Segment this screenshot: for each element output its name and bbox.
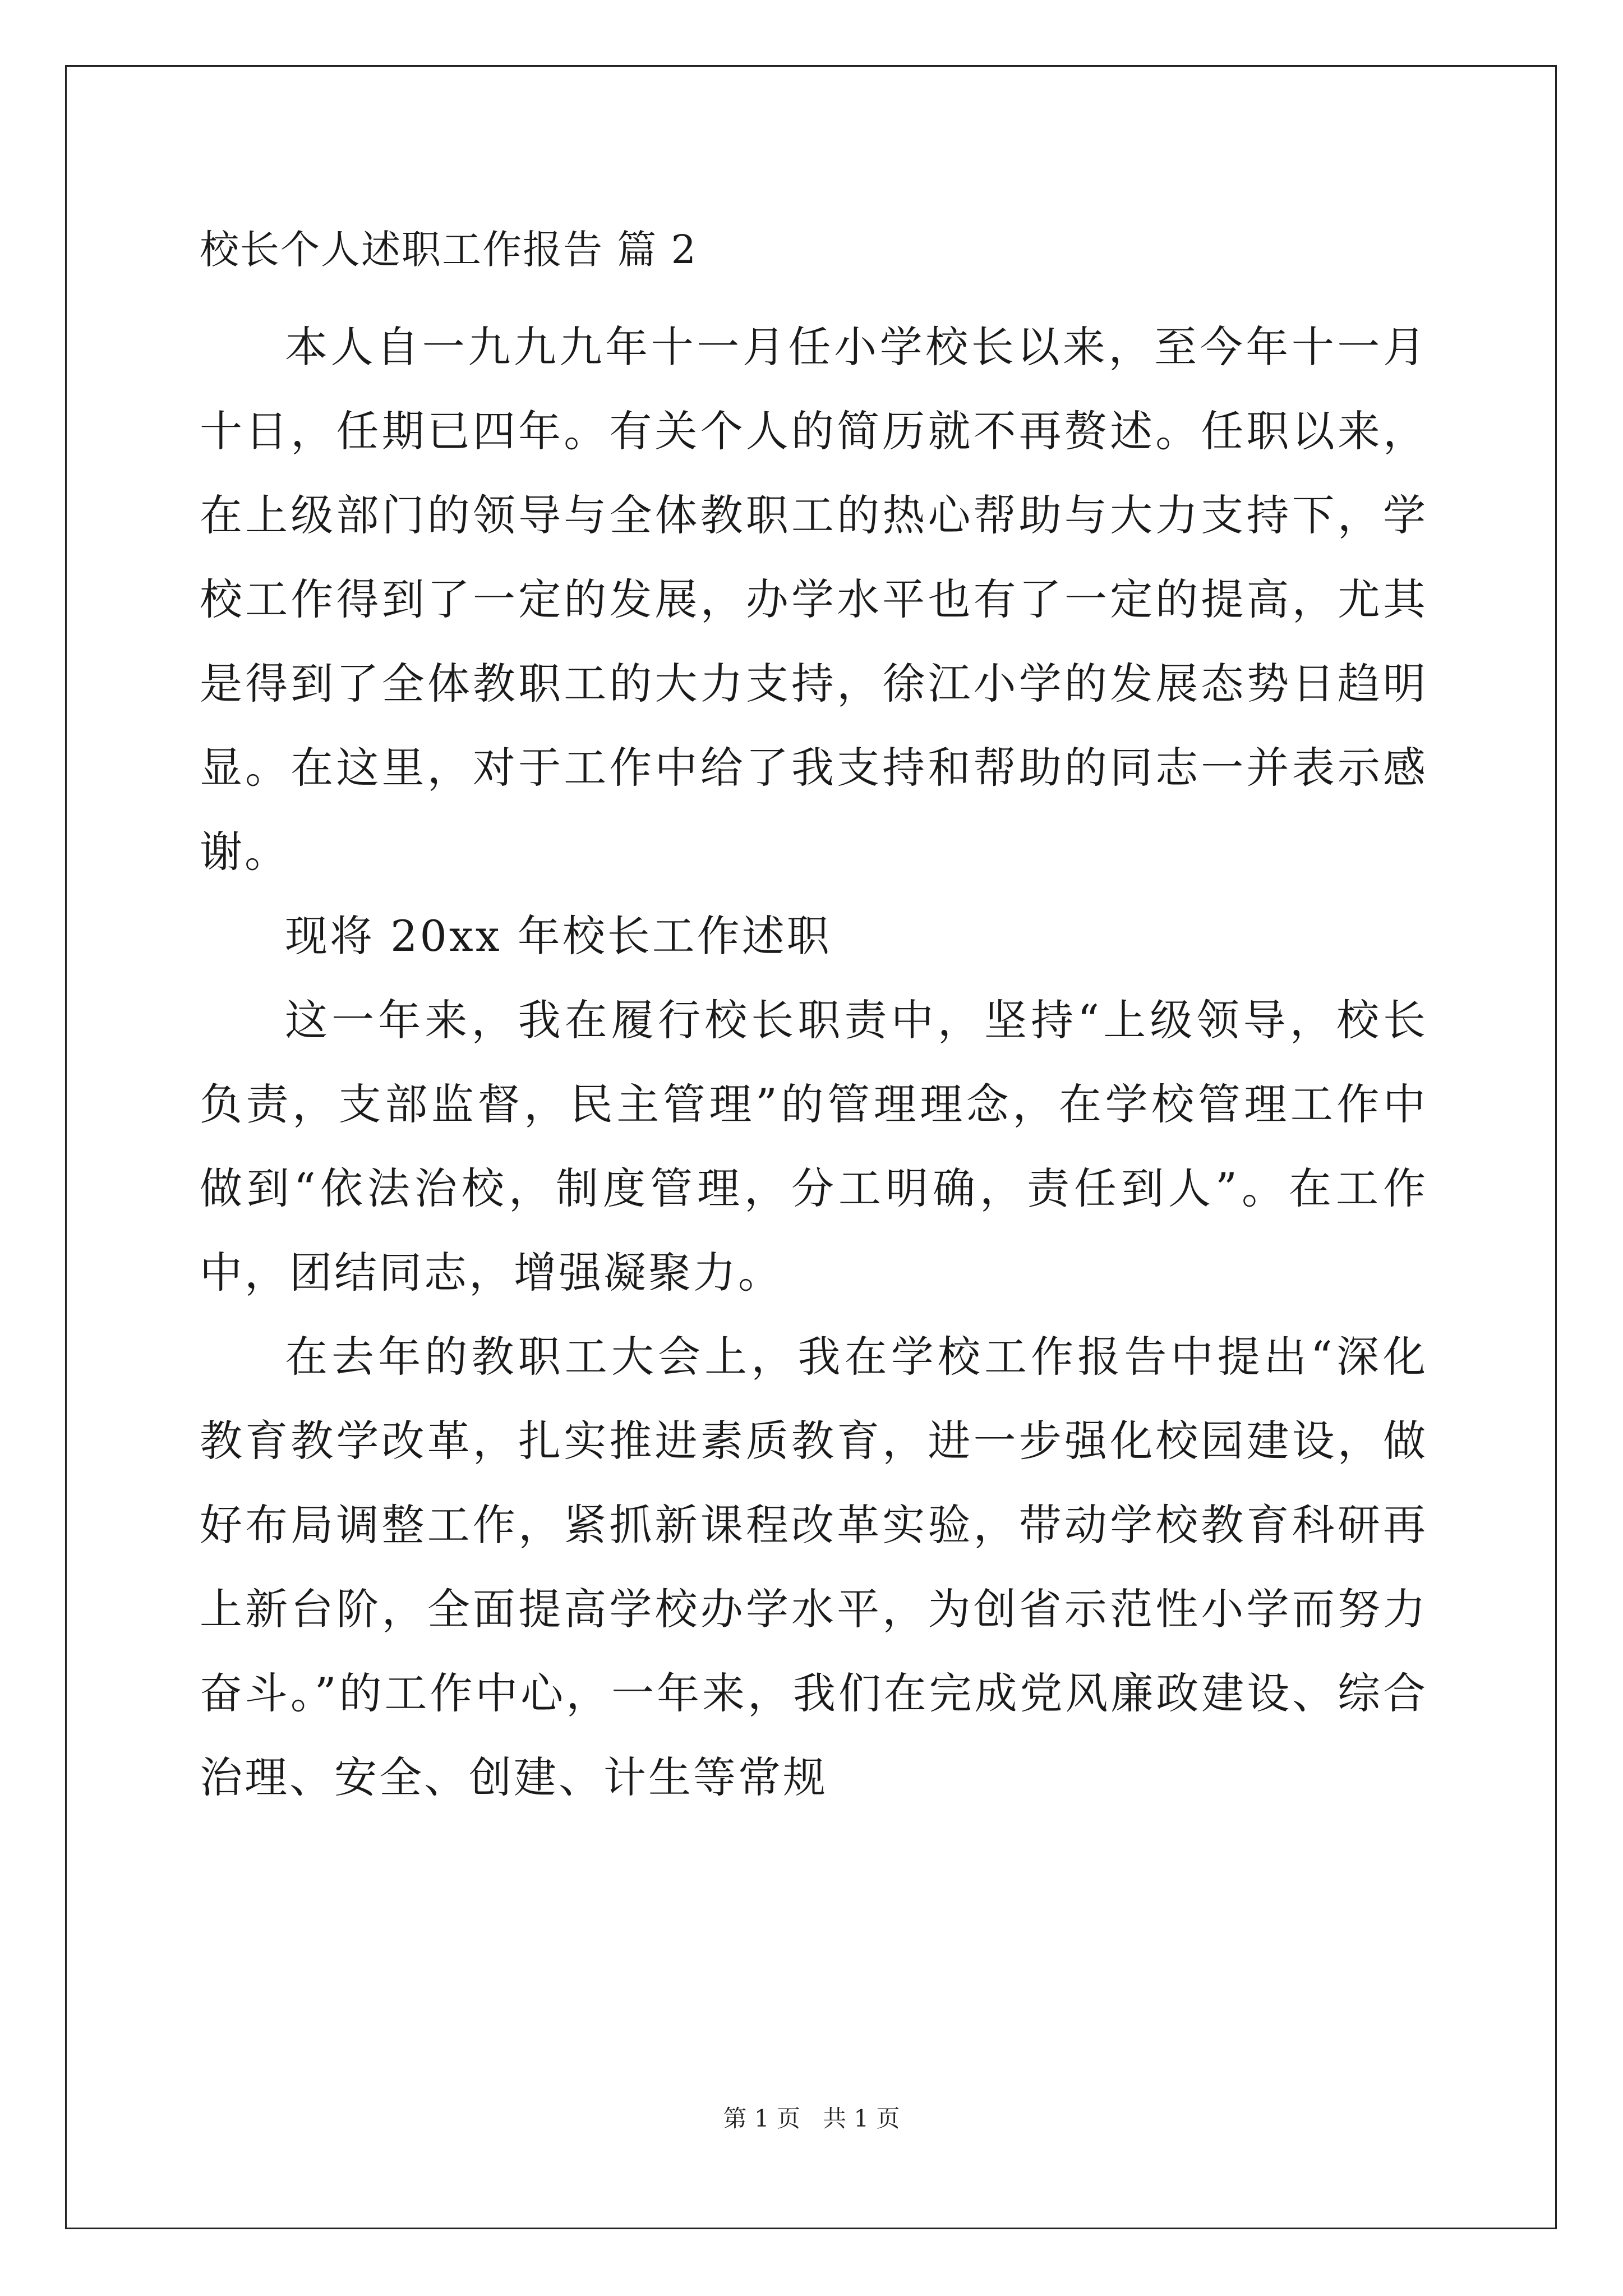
- paragraph-report-heading: 现将 20xx 年校长工作述职: [285, 911, 832, 961]
- paragraph-work-center: 在去年的教职工大会上，我在学校工作报告中提出“深化教育教学改革，扎实推进素质教育，进一步强化校园建设，做好布局调整工作，紧抓新课程改革实验，带动学校教育科研再上新台阶，全面提高学校办学水平，为创省示范性小学而努力奋斗。”的工作中心，一年来，我们在完成党风廉政建设、综合治理、安全、创建、计生等常规: [200, 1332, 1428, 1802]
- document-title: 校长个人述职工作报告 篇 2: [200, 227, 698, 273]
- paragraph-management: 这一年来，我在履行校长职责中，坚持“上级领导，校长负责，支部监督，民主管理”的管理理念，在学校管理工作中做到“依法治校，制度管理，分工明确，责任到人”。在工作中，团结同志，增强凝聚力。: [200, 995, 1428, 1297]
- document-body: [200, 224, 1428, 1820]
- page-number-footer: 第 1 页 共 1 页: [723, 2105, 900, 2132]
- paragraph-intro: 本人自一九九九年十一月任小学校长以来，至今年十一月十日，任期已四年。有关个人的简历就不再赘述。任职以来，在上级部门的领导与全体教职工的热心帮助与大力支持下，学校工作得到了一定的发展，办学水平也有了一定的提高，尤其是得到了全体教职工的大力支持，徐江小学的发展态势日趋明显。在这里，对于工作中给了我支持和帮助的同志一并表示感谢。: [200, 322, 1428, 877]
